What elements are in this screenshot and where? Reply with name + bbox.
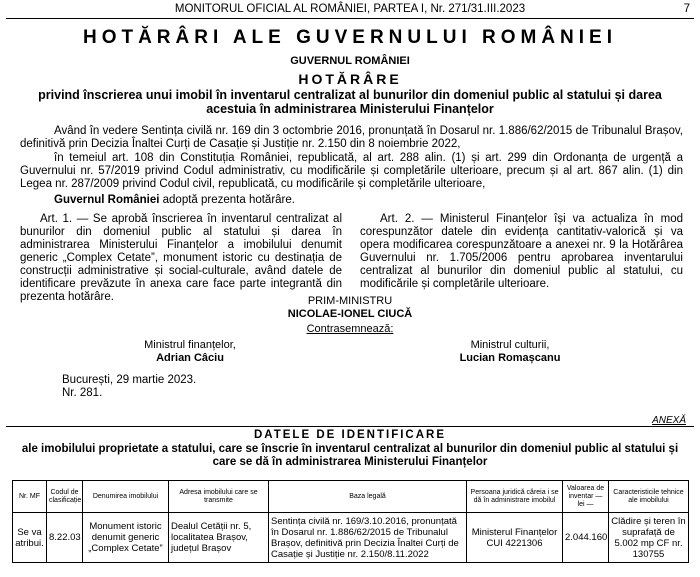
column-header: Persoana juridică căreia i se dă în administrare imobilul [467, 481, 563, 513]
government-name: Guvernul României [54, 194, 160, 206]
table-cell: Dealul Cetății nr. 5, localitatea Brașov, județul Brașov [169, 513, 269, 563]
minister-finance-signature [90, 339, 290, 365]
annex-title: DATELE DE IDENTIFICARE [253, 429, 446, 441]
pm-name: NICOLAE-IONEL CIUCĂ [287, 308, 413, 320]
annex-rule [6, 426, 694, 427]
header-rule [6, 18, 694, 19]
column-header: Valoarea de inventar — lei — [563, 481, 609, 513]
act-number: Nr. 281. [62, 387, 103, 399]
act-subject: privind înscrierea unui imobil în inventarul centralizat al bunurilor din domeniul public al statului și darea acestuia în administrarea Ministerului Finanțelor [38, 88, 662, 116]
pm-title: PRIM-MINISTRU [307, 295, 393, 307]
table-cell: Monument istoric denumit generic „Complex Cetate” [83, 513, 169, 563]
minister-finance-title: Ministrul finanțelor, [144, 339, 236, 351]
minister-finance-name: Adrian Câciu [156, 352, 224, 364]
minister-culture-signature [410, 339, 610, 365]
running-head: MONITORUL OFICIAL AL ROMÂNIEI, PARTEA I, Nr. 271/31.III.2023 [174, 3, 526, 15]
column-header: Baza legală [269, 481, 467, 513]
countersign-label: Contrasemnează: [306, 323, 394, 335]
place-date: București, 29 martie 2023. [62, 374, 197, 386]
section-title: HOTĂRÂRI ALE GUVERNULUI ROMÂNIEI [82, 27, 618, 48]
annex-label: ANEXĂ [652, 415, 686, 426]
column-header: Denumirea imobilului [83, 481, 169, 513]
minister-culture-title: Ministrul culturii, [470, 339, 550, 351]
column-header: Codul de clasificație [47, 481, 83, 513]
column-header: Nr. MF [13, 481, 47, 513]
issuer: GUVERNUL ROMÂNIEI [290, 55, 410, 67]
table-cell: Sentința civilă nr. 169/3.10.2016, pronunțată în Dosarul nr. 1.886/62/2015 de Tribunalul Brașov, definitivă prin Decizia Înaltei Curți de Casație și Justiție nr. 2.150/8.11.2022 [269, 513, 467, 563]
minister-culture-name: Lucian Romașcanu [459, 352, 561, 364]
column-header: Caracteristicile tehnice ale imobilului [609, 481, 689, 513]
preamble-paragraph-2: în temeiul art. 108 din Constituția României, republicată, al art. 288 alin. (1) și art. 299 din Ordonanța de urgență a Guvernului nr. 57/2019 privind Codul administrativ, cu modificările și completările ulterioare, precum și al art. 867 alin. (1) din Legea nr. 287/2009 privind Codul civil, republicată, cu modificările și completările ulterioare, [20, 152, 683, 190]
identification-table [12, 480, 689, 563]
table-row [13, 513, 689, 563]
adoption-text: adoptă prezenta hotărâre. [159, 194, 295, 206]
preamble-paragraph-3 [20, 194, 683, 207]
article-2: Art. 2. — Ministerul Finanțelor își va actualiza în mod corespunzător datele din evidența cantitativ-valorică și va opera modificarea corespunzătoare a anexei nr. 9 la Hotărârea Guvernului nr. 1.705/2006 pentru aprobarea inventarului centralizat al bunurilor din domeniul public al statului, cu modificările și completările ulterioare. [360, 213, 683, 290]
table-cell: 8.22.03 [47, 513, 83, 563]
table-cell: Se va atribui. [13, 513, 47, 563]
page-number: 7 [683, 3, 690, 15]
annex-subtitle: ale imobilului proprietate a statului, care se înscrie în inventarul centralizat al bunurilor din domeniul public al statului și care se dă în administrarea Ministerului Finanțelor [21, 443, 679, 468]
table-cell: Clădire și teren în suprafață de 5.002 mp CF nr. 130755 [609, 513, 689, 563]
table-header-row [13, 481, 689, 513]
act-type: HOTĂRÂRE [298, 71, 402, 87]
preamble-paragraph-1: Având în vedere Sentința civilă nr. 169 din 3 octombrie 2016, pronunțată în Dosarul nr. 1.886/62/2015 de Tribunalul Brașov, definitivă prin Decizia Înaltei Curți de Casație și Justiție nr. 2.150 din 8 noiembrie 2022, [20, 125, 683, 150]
table-cell: Ministerul Finanțelor CUI 4221306 [467, 513, 563, 563]
table-cell: 2.044.160 [563, 513, 609, 563]
column-header: Adresa imobilului care se transmite [169, 481, 269, 513]
article-1: Art. 1. — Se aprobă înscrierea în inventarul centralizat al bunurilor din domeniul public al statului și darea în administrarea Ministerului Finanțelor a imobilului denumit generic „Complex Cetate”, monument istoric cu destinația de construcții administrative și social-culturale, având datele de identificare prevăzute în anexa care face parte integrantă din prezenta hotărâre. [20, 213, 342, 303]
